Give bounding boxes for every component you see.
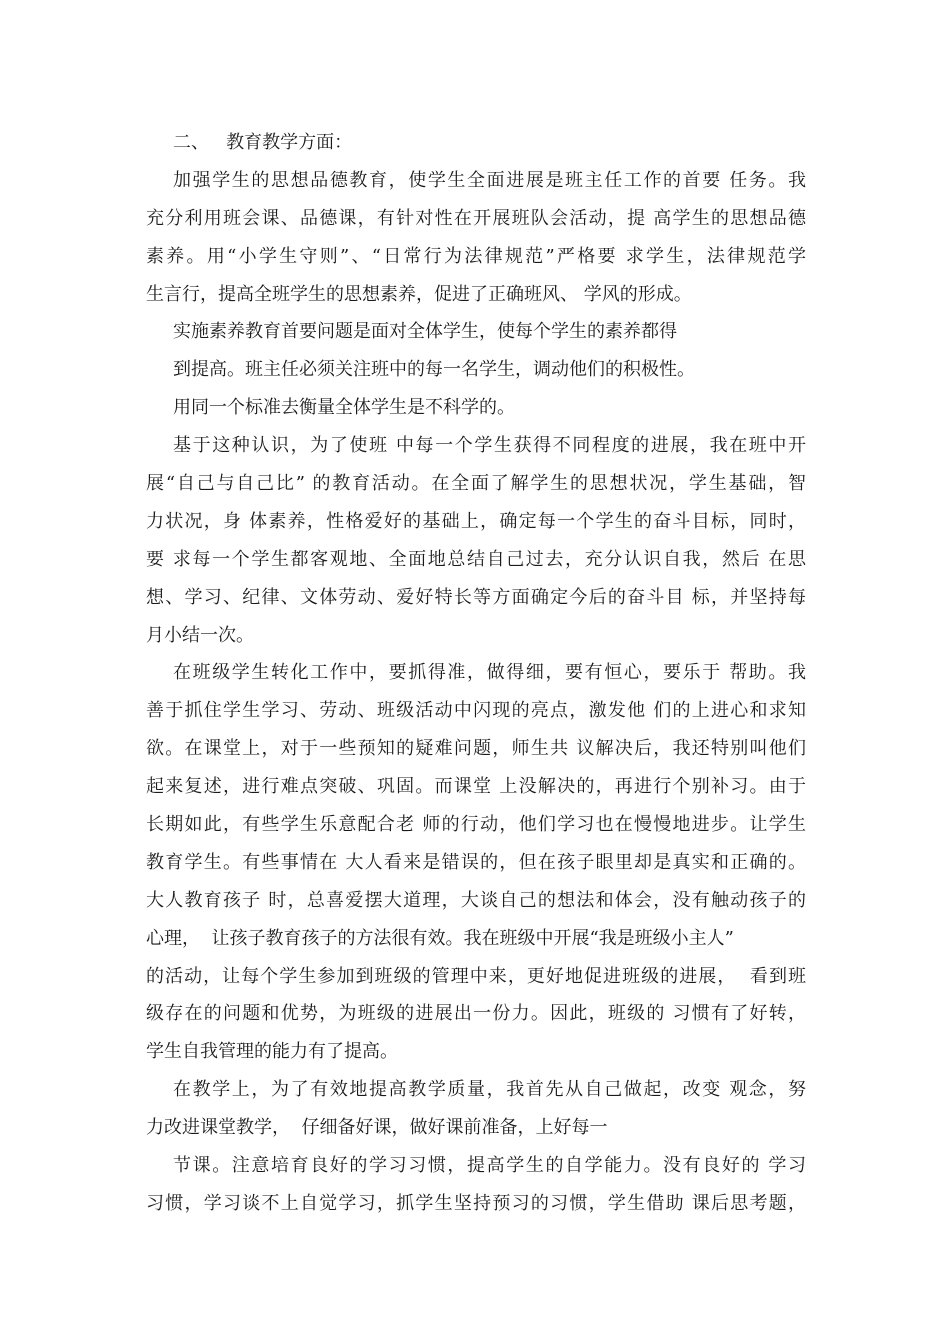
text-line: 大人教育孩子 时，总喜爱摆大道理，大谈自己的想法和体会，没有触动孩子的: [146, 889, 806, 911]
text-line: 在教学上，为了有效地提高教学质量，我首先从自己做起，改变 观念，努: [173, 1079, 806, 1101]
text-line: 基于这种认识，为了使班 中每一个学生获得不同程度的进展，我在班中开: [173, 435, 806, 457]
document-body: [146, 124, 806, 1223]
text-line: 长期如此，有些学生乐意配合老 师的行动，他们学习也在慢慢地进步。让学生: [146, 814, 806, 836]
text-line: 教育学生。有些事情在 大人看来是错误的，但在孩子眼里却是真实和正确的。: [146, 851, 806, 873]
text-line: 学生自我管理的能力有了提高。: [146, 1041, 398, 1063]
text-line: 欲。在课堂上，对于一些预知的疑难问题，师生共 议解决后，我还特别叫他们: [146, 738, 806, 760]
text-line: 的活动，让每个学生参加到班级的管理中来，更好地促进班级的进展， 看到班: [146, 965, 806, 987]
text-line: 加强学生的思想品德教育，使学生全面进展是班主任工作的首要 任务。我: [173, 169, 806, 191]
text-line: 月小结一次。: [146, 624, 254, 646]
text-line: 实施素养教育首要问题是面对全体学生，使每个学生的素养都得: [173, 321, 677, 343]
text-line: 力改进课堂教学， 仔细备好课，做好课前准备，上好每一: [146, 1117, 608, 1139]
text-line: 生言行，提高全班学生的思想素养，促进了正确班风、 学风的形成。: [146, 283, 692, 305]
text-line: 习惯，学习谈不上自觉学习，抓学生坚持预习的习惯，学生借助 课后思考题，: [146, 1192, 806, 1214]
text-line: 要 求每一个学生都客观地、全面地总结自己过去，充分认识自我，然后 在思: [146, 548, 806, 570]
text-line: 到提高。班主任必须关注班中的每一名学生，调动他们的积极性。: [173, 359, 695, 381]
text-line: 节课。注意培育良好的学习习惯，提高学生的自学能力。没有良好的 学习: [173, 1155, 806, 1177]
text-line: 心理， 让孩子教育孩子的方法很有效。我在班级中开展“我是班级小主人”: [146, 927, 734, 949]
text-line: 展“自己与自己比” 的教育活动。在全面了解学生的思想状况，学生基础，智: [146, 473, 806, 495]
text-line: 二、 教育教学方面：: [173, 132, 353, 153]
text-line: 善于抓住学生学习、劳动、班级活动中闪现的亮点，激发他 们的上进心和求知: [146, 700, 806, 722]
text-line: 级存在的问题和优势，为班级的进展出一份力。因此，班级的 习惯有了好转，: [146, 1003, 806, 1025]
text-line: 充分利用班会课、品德课，有针对性在开展班队会活动，提 高学生的思想品德: [146, 207, 806, 229]
text-line: 起来复述，进行难点突破、巩固。而课堂 上没解决的，再进行个别补习。由于: [146, 776, 806, 798]
text-line: 素养。用“小学生守则”、“日常行为法律规范”严格要 求学生，法律规范学: [146, 245, 806, 267]
text-line: 在班级学生转化工作中，要抓得准，做得细，要有恒心，要乐于 帮助。我: [173, 662, 806, 684]
text-line: 力状况，身 体素养，性格爱好的基础上，确定每一个学生的奋斗目标，同时，: [146, 510, 806, 532]
text-line: 用同一个标准去衡量全体学生是不科学的。: [173, 397, 515, 419]
text-line: 想、学习、纪律、文体劳动、爱好特长等方面确定今后的奋斗目 标，并坚持每: [146, 586, 806, 608]
